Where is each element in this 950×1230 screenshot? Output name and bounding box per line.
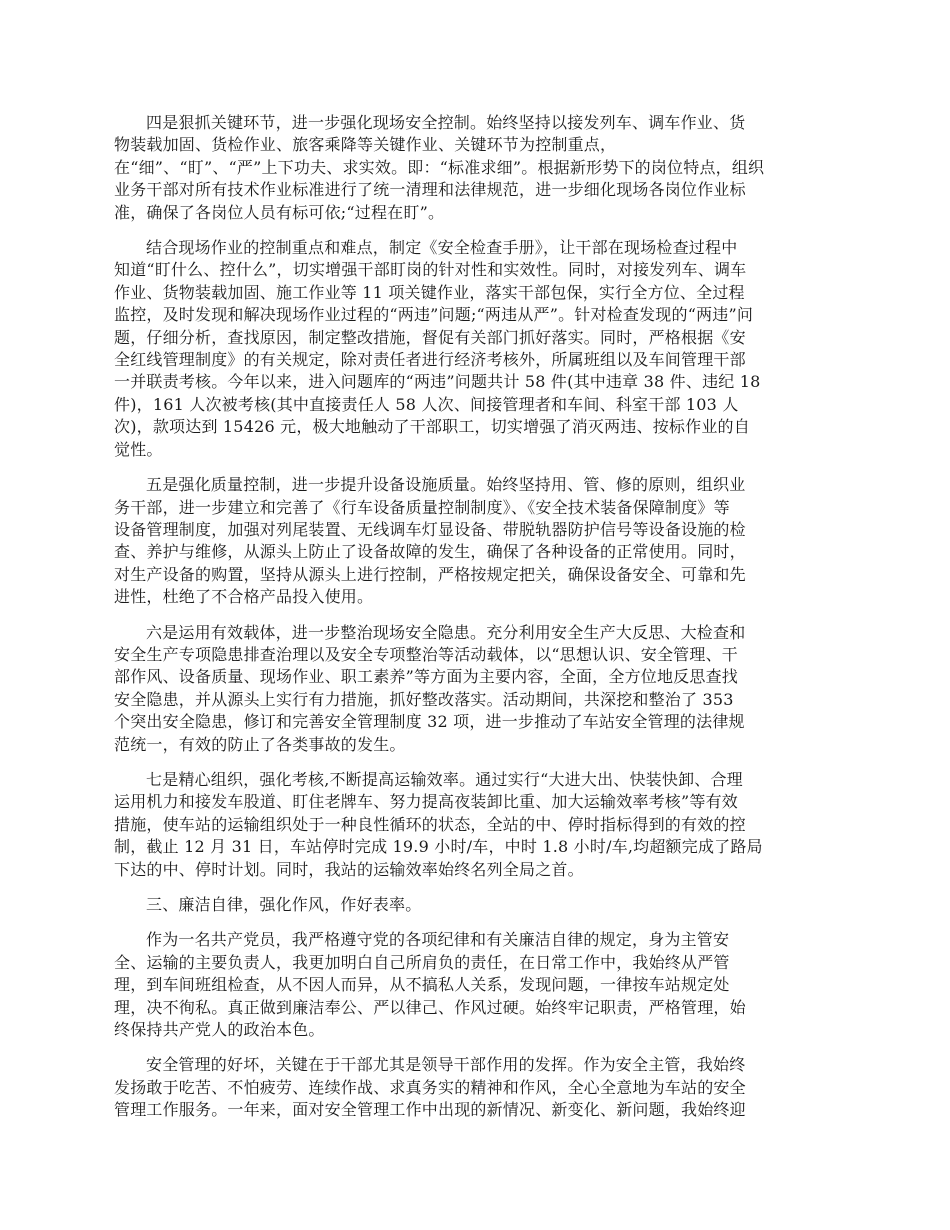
body-paragraph [114,474,840,608]
paragraph-line: 范统一，有效的防止了各类事故的发生。 [114,734,406,754]
paragraph-line: 设备管理制度，加强对列尾装置、无线调车灯显设备、带脱轨器防护信号等设备设施的检 [114,519,746,539]
paragraph-line: 六是运用有效载体，进一步整治现场安全隐患。充分利用安全生产大反思、大检查和 [146,622,746,642]
paragraph-line: 理，到车间班组检查，从不因人而异，从不搞私人关系，发现问题，一律按车站规定处 [114,975,730,995]
paragraph-line: 觉性。 [114,439,163,459]
document-body [114,112,840,1135]
paragraph-line: 理，决不徇私。真正做到廉洁奉公、严以律己、作风过硬。始终牢记职责，严格管理，始 [114,997,746,1017]
paragraph-line: 知道“盯什么、控什么”，切实增强干部盯岗的针对性和实效性。同时，对接发列车、调车 [114,260,747,280]
paragraph-line: 安全生产专项隐患排查治理以及安全专项整治等活动载体，以“思想认识、安全管理、干 [114,644,738,664]
paragraph-line: 安全隐患，并从源头上实行有力措施，抓好整改落实。活动期间，共深挖和整治了 353 [114,689,734,709]
paragraph-line: 运用机力和接发车股道、盯住老牌车、努力提高夜装卸比重、加大运输效率考核”等有效 [114,792,738,812]
paragraph-line: 务干部，进一步建立和完善了《行车设备质量控制制度》、《安全技术装备保障制度》等 [114,497,730,517]
paragraph-line: 物装载加固、货检作业、旅客乘降等关键作业、关键环节为控制重点， [114,135,617,155]
paragraph-line: 发扬敢于吃苦、不怕疲劳、连续作战、求真务实的精神和作风，全心全意地为车站的安全 [114,1077,746,1097]
paragraph-line: 全、运输的主要负责人，我更加明白自己所肩负的责任，在日常工作中，我始终从严管 [114,952,730,972]
paragraph-line: 终保持共产党人的政治本色。 [114,1020,325,1040]
paragraph-line: 个突出安全隐患，修订和完善安全管理制度 32 项，进一步推动了车站安全管理的法律规 [114,712,745,732]
paragraph-line: 措施，使车站的运输组织处于一种良性循环的状态，全站的中、停时指标得到的有效的控 [114,814,746,834]
paragraph-line: 件)，161 人次被考核(其中直接责任人 58 人次、间接管理者和车间、科室干部 103 人 [114,394,739,414]
paragraph-line: 题，仔细分析，查找原因，制定整改措施，督促有关部门抓好落实。同时，严格根据《安 [114,327,746,347]
paragraph-line: 业务干部对所有技术作业标准进行了统一清理和法律规范，进一步细化现场各岗位作业标 [114,180,746,200]
paragraph-line: 查、养护与维修，从源头上防止了设备故障的发生，确保了各种设备的正常使用。同时， [114,542,746,562]
paragraph-line: 对生产设备的购置，坚持从源头上进行控制，严格按规定把关，确保设备安全、可靠和先 [114,564,746,584]
paragraph-line: 作业、货物装载加固、施工作业等 11 项关键作业，落实干部包保，实行全方位、全过程 [114,282,745,302]
body-paragraph [114,894,840,916]
paragraph-line: 监控，及时发现和解决现场作业过程的“两违”问题;“两违从严”。针对检查发现的“两违”问 [114,305,754,325]
paragraph-line: 进性，杜绝了不合格产品投入使用。 [114,587,374,607]
paragraph-line: 四是狠抓关键环节，进一步强化现场安全控制。始终坚持以接发列车、调车作业、货 [146,113,746,132]
paragraph-line: 制，截止 12 月 31 日，车站停时完成 19.9 小时/车，中时 1.8 小时/车,均超额完成了路局 [114,837,763,857]
paragraph-line: 安全管理的好坏，关键在于干部尤其是领导干部作用的发挥。作为安全主管，我始终 [146,1055,746,1075]
body-paragraph [114,237,840,461]
paragraph-line: 三、廉洁自律，强化作风，作好表率。 [146,895,422,914]
body-paragraph [114,929,840,1041]
paragraph-line: 管理工作服务。一年来，面对安全管理工作中出现的新情况、新变化、新问题，我始终迎 [114,1100,746,1120]
paragraph-line: 在“细”、“盯”、“严”上下功夫、求实效。即：“标准求细”。根据新形势下的岗位特点，组织 [114,157,765,177]
paragraph-line: 作为一名共产党员，我严格遵守党的各项纪律和有关廉洁自律的规定，身为主管安 [146,930,730,950]
paragraph-line: 结合现场作业的控制重点和难点，制定《安全检查手册》，让干部在现场检查过程中 [146,238,738,258]
paragraph-line: 一并联责考核。今年以来，进入问题库的“两违”问题共计 58 件(其中违章 38 件、违纪 18 [114,372,761,392]
body-paragraph [114,622,840,756]
paragraph-line: 全红线管理制度》的有关规定，除对责任者进行经济考核外，所属班组以及车间管理干部 [114,350,746,370]
paragraph-line: 七是精心组织，强化考核,不断提高运输效率。通过实行“大进大出、快装快卸、合理 [146,769,743,789]
paragraph-line: 下达的中、停时计划。同时，我站的运输效率始终名列全局之首。 [114,859,584,879]
paragraph-line: 次)，款项达到 15426 元，极大地触动了干部职工，切实增强了消灭两违、按标作业的自 [114,417,750,437]
body-paragraph [114,769,840,881]
body-paragraph [114,1054,840,1121]
body-paragraph [114,112,840,224]
paragraph-line: 准，确保了各岗位人员有标可依;“过程在盯”。 [114,202,445,222]
paragraph-line: 五是强化质量控制，进一步提升设备设施质量。始终坚持用、管、修的原则，组织业 [146,475,746,495]
paragraph-line: 部作风、设备质量、现场作业、职工素养”等方面为主要内容，全面，全方位地反思查找 [114,667,738,687]
